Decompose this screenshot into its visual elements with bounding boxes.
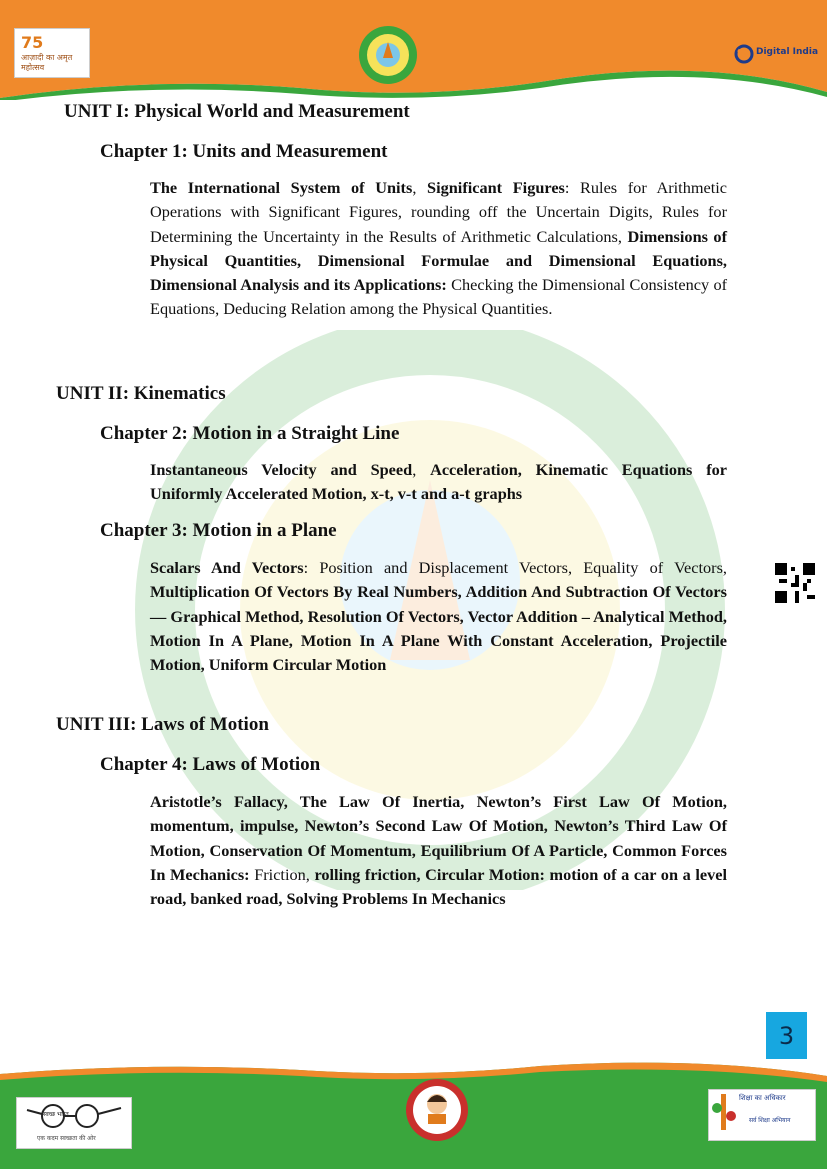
unit-3-title: UNIT III: Laws of Motion bbox=[56, 714, 269, 735]
topic-text: Friction, bbox=[249, 864, 315, 884]
chapter-1-title: Chapter 1: Units and Measurement bbox=[100, 141, 388, 162]
page-number: 3 bbox=[766, 1012, 807, 1059]
swachh-bharat-text: स्वच्छ भारत bbox=[43, 1111, 69, 1118]
topic-text: , bbox=[412, 178, 428, 197]
digital-india-logo bbox=[734, 44, 819, 66]
topic-text: , bbox=[412, 460, 431, 479]
rte-title: शिक्षा का अधिकार bbox=[739, 1094, 786, 1102]
unit-2-title: UNIT II: Kinematics bbox=[56, 383, 226, 404]
chapter-4-title: Chapter 4: Laws of Motion bbox=[100, 754, 321, 775]
topic-bold-text: Acceleration, Kinematic Equations for Uniformly Accelerated Motion, x-t, v-t and a-t graphs bbox=[150, 460, 727, 504]
unit-1-title: UNIT I: Physical World and Measurement bbox=[64, 101, 410, 122]
topic-text: : Rules for Arithmetic Operations with Significant Figures, rounding off the Uncertain Digits, Rules for Determining the Uncertainty in the Results of Arithmetic Calculations, bbox=[150, 178, 727, 246]
swachh-bharat-caption: एक कदम स्वच्छता की ओर bbox=[37, 1135, 96, 1142]
topic-bold-text: Scalars And Vectors bbox=[150, 558, 304, 577]
topic-bold-text: Dimensions of Physical Quantities, Dimensional Formulae and Dimensional Equations, Dimensional Analysis and its Applications: bbox=[150, 226, 727, 295]
spectacles-icon bbox=[25, 1102, 123, 1130]
chapter-2-topics bbox=[150, 458, 727, 507]
chapter-4-topics bbox=[150, 790, 727, 911]
topic-bold-text: Instantaneous Velocity and Speed bbox=[150, 460, 413, 479]
board-seal-icon bbox=[357, 24, 419, 86]
azadi-logo-number: 75 bbox=[21, 33, 44, 52]
digital-india-icon bbox=[734, 44, 754, 64]
children-pencil-icon bbox=[711, 1094, 737, 1134]
chapter-2-title: Chapter 2: Motion in a Straight Line bbox=[100, 423, 400, 444]
topic-text: : Position and Displacement Vectors, Equality of Vectors, bbox=[303, 558, 727, 577]
topic-bold-text: The International System of Units bbox=[150, 178, 413, 197]
swachh-bharat-logo bbox=[16, 1097, 132, 1149]
rte-logo bbox=[708, 1089, 816, 1141]
qr-code[interactable] bbox=[775, 563, 815, 603]
topic-bold-text: rolling friction, Circular Motion: motion of a car on a level road, banked road, Solving Problems In Mechanics bbox=[150, 864, 728, 909]
topic-bold-text: Aristotle’s Fallacy, The Law Of Inertia, Newton’s First Law Of Motion, momentum, impulse, Newton’s Second Law Of Motion, Newton’s Third Law Of Motion, Conservation Of Momentum, Equilibrium Of A Particle, Common Forces In Mechanics: bbox=[150, 792, 727, 884]
chapter-1-topics bbox=[150, 176, 727, 322]
chapter-3-title: Chapter 3: Motion in a Plane bbox=[100, 520, 337, 541]
rte-caption: सर्व शिक्षा अभियान bbox=[749, 1117, 791, 1124]
topic-bold-text: Significant Figures bbox=[427, 178, 565, 197]
digital-india-text: Digital India bbox=[756, 47, 819, 57]
topic-text: Checking the Dimensional Consistency of Equations, Deducing Relation among the Physical Quantities. bbox=[150, 275, 728, 319]
azadi-amrit-mahotsav-logo bbox=[14, 28, 90, 78]
beti-bachao-logo-icon bbox=[404, 1070, 470, 1150]
azadi-logo-text: आज़ादी का अमृत महोत्सव bbox=[21, 53, 73, 72]
topic-bold-text: Multiplication Of Vectors By Real Numbers, Addition And Subtraction Of Vectors — Graphical Method, Resolution Of Vectors, Vector Addition – Analytical Method, Motion In A Plane, Motion In A Plane With Constant Acceleration, Projectile Motion, Uniform Circular Motion bbox=[150, 582, 727, 675]
chapter-3-topics bbox=[150, 556, 727, 677]
